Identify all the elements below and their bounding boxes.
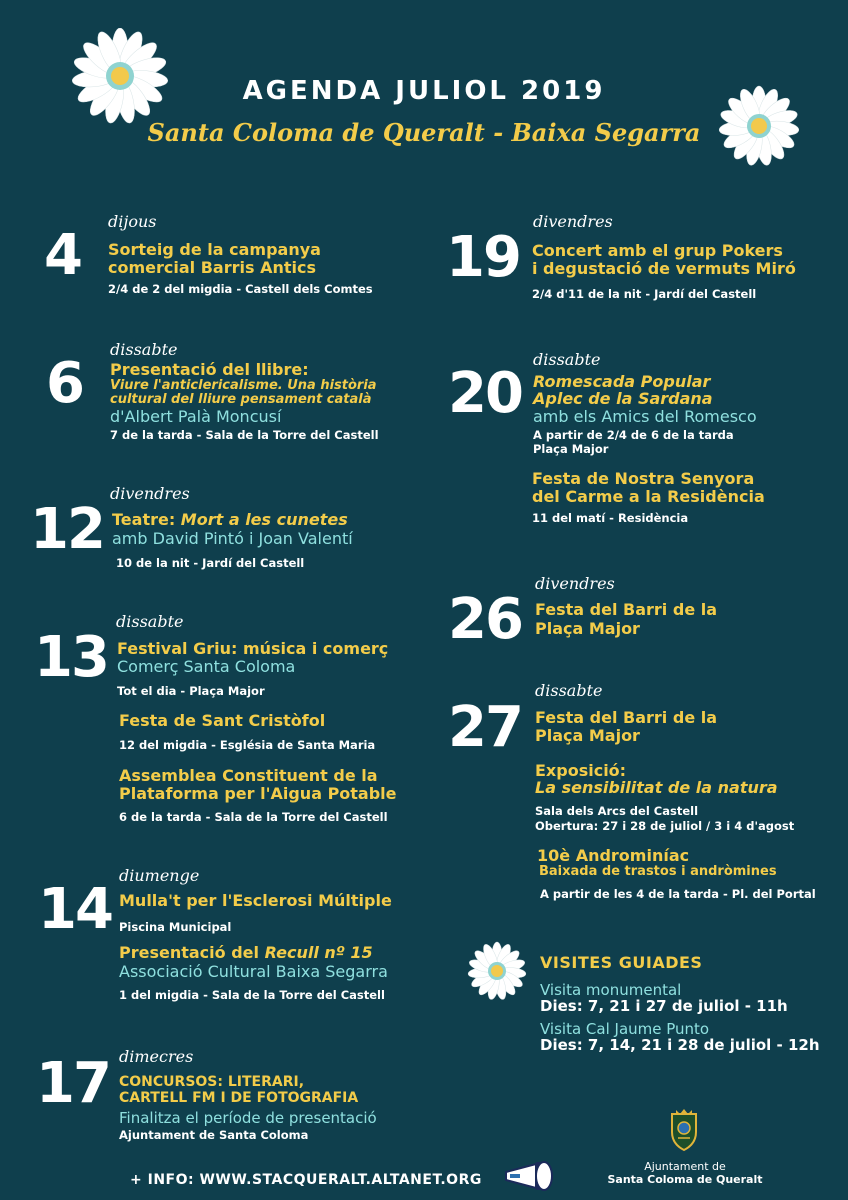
event-note: Finalitza el període de presentació	[119, 1109, 377, 1127]
weekday-label: dissabte	[535, 681, 603, 700]
day-number: 19	[446, 225, 520, 290]
event-title: Concert amb el grup Pokers	[532, 241, 783, 260]
day-number: 13	[34, 625, 108, 690]
event-title: del Carme a la Residència	[532, 487, 765, 506]
event-title: CONCURSOS: LITERARI,	[119, 1074, 305, 1090]
event-title: Festa del Barri de la	[535, 708, 718, 727]
event-title: Plaça Major	[535, 726, 640, 745]
event-place: Residència	[617, 511, 689, 525]
event-title: Sorteig de la campanya	[108, 240, 321, 259]
event-info: 1 del migdia - Sala de la Torre del Castell	[119, 988, 385, 1002]
event-title: CARTELL FM I DE FOTOGRAFIA	[119, 1090, 359, 1106]
event-title: Festa de Nostra Senyora	[532, 469, 755, 488]
event-place: Jardí del Castell	[654, 287, 757, 301]
book-title: Viure l'anticlericalisme. Una història	[110, 378, 377, 393]
ajuntament-label	[600, 1160, 770, 1186]
event-cast: amb David Pintó i Joan Valentí	[112, 529, 353, 548]
event-time: 7 de la tarda	[110, 428, 193, 442]
day-number: 27	[448, 695, 522, 760]
event-organizer: amb els Amics del Romesco	[533, 407, 757, 426]
event-time: 11 del matí	[532, 511, 606, 525]
event-info: 12 del migdia - Església de Santa Maria	[119, 738, 376, 752]
event-title: Plataforma per l'Aigua Potable	[119, 784, 397, 803]
daisy-icon	[466, 940, 528, 1002]
event-title: Assemblea Constituent de la	[119, 766, 378, 785]
event-organizer: Associació Cultural Baixa Segarra	[119, 962, 388, 981]
event-info: Tot el dia - Plaça Major	[117, 684, 265, 698]
event-place: Sala de la Torre del Castell	[205, 428, 379, 442]
event-info: 2/4 d'11 de la nit - Jardí del Castell	[532, 287, 757, 301]
event-title: Festival Griu: música i comerç	[117, 639, 389, 658]
event-info: 11 del matí - Residència	[532, 511, 689, 525]
event-time: A partir de 2/4 de 6 de la tarda	[533, 428, 734, 442]
ajuntament-line: Santa Coloma de Queralt	[607, 1173, 763, 1186]
event-title: Festa de Sant Cristòfol	[119, 711, 326, 730]
weekday-label: dissabte	[116, 612, 184, 631]
day-number: 4	[44, 223, 81, 288]
event-title: Aplec de la Sardana	[533, 389, 713, 408]
day-number: 12	[30, 497, 104, 562]
event-time: 12 del migdia	[119, 738, 208, 752]
event-organizer: Comerç Santa Coloma	[117, 657, 296, 676]
weekday-label: dijous	[108, 212, 157, 231]
event-info: 6 de la tarda - Sala de la Torre del Castell	[119, 810, 388, 824]
event-place: Sala de la Torre del Castell	[214, 810, 388, 824]
event-title: i degustació de vermuts Miró	[532, 259, 796, 278]
book-title: cultural del lliure pensament català	[110, 392, 372, 407]
event-info: 7 de la tarda - Sala de la Torre del Castell	[110, 428, 379, 442]
event-place: Ajuntament de Santa Coloma	[119, 1128, 309, 1142]
weekday-label: divendres	[533, 212, 613, 231]
event-title: Presentació del llibre:	[110, 360, 309, 379]
day-number: 6	[46, 351, 83, 416]
weekday-label: divendres	[110, 484, 190, 503]
weekday-label: dimecres	[119, 1047, 194, 1066]
visit-days: Dies: 7, 21 i 27 de juliol - 11h	[540, 997, 788, 1015]
visit-name: Visita monumental	[540, 981, 682, 999]
visit-name: Visita Cal Jaume Punto	[540, 1020, 710, 1038]
event-place: Jardí del Castell	[202, 556, 305, 570]
ajuntament-line: Ajuntament de	[644, 1160, 726, 1173]
day-number: 17	[36, 1051, 110, 1116]
event-place: Plaça Major	[533, 442, 609, 456]
play-title: Mort a les cunetes	[180, 510, 348, 529]
event-info: A partir de les 4 de la tarda - Pl. del Portal	[540, 887, 816, 901]
day-number: 26	[448, 587, 522, 652]
event-time: A partir de les 4 de la tarda	[540, 887, 719, 901]
exhibition-title: La sensibilitat de la natura	[535, 778, 778, 797]
event-title: Exposició:	[535, 761, 627, 780]
megaphone-icon	[502, 1160, 556, 1192]
event-title-prefix: Teatre:	[112, 510, 181, 529]
event-title	[119, 944, 373, 962]
page-subtitle: Santa Coloma de Queralt - Baixa Segarra	[147, 118, 701, 147]
event-title: 10è Androminíac	[537, 846, 690, 865]
event-info: 2/4 de 2 del migdia - Castell dels Comtes	[108, 282, 373, 296]
visites-title: VISITES GUIADES	[540, 953, 703, 972]
event-time: 1 del migdia	[119, 988, 200, 1002]
event-time: Tot el dia	[117, 684, 177, 698]
visit-days: Dies: 7, 14, 21 i 28 de juliol - 12h	[540, 1036, 820, 1054]
event-hours: Obertura: 27 i 28 de juliol / 3 i 4 d'agost	[535, 819, 795, 833]
event-time: 2/4 d'11 de la nit	[532, 287, 642, 301]
info-link[interactable]: + INFO: WWW.STACQUERALT.ALTANET.ORG	[130, 1172, 482, 1188]
weekday-label: diumenge	[119, 866, 200, 885]
event-time: 6 de la tarda	[119, 810, 202, 824]
event-title: comercial Barris Antics	[108, 258, 316, 277]
publication-title: Recull nº 15	[264, 943, 373, 962]
event-place: Pl. del Portal	[731, 887, 816, 901]
page-title: AGENDA JULIOL 2019	[242, 76, 606, 106]
event-title-prefix: Presentació del	[119, 943, 265, 962]
day-number: 14	[38, 877, 112, 942]
event-place: Castell dels Comtes	[245, 282, 373, 296]
event-title: Mulla't per l'Esclerosi Múltiple	[119, 891, 392, 910]
event-place: Plaça Major	[189, 684, 265, 698]
event-place: Sala dels Arcs del Castell	[535, 804, 699, 818]
event-title	[112, 511, 348, 529]
event-time: 10 de la nit	[116, 556, 190, 570]
event-title: Romescada Popular	[533, 372, 711, 391]
event-subtitle: Baixada de trastos i andròmines	[539, 864, 777, 879]
event-title: Plaça Major	[535, 619, 640, 638]
event-author: d'Albert Palà Moncusí	[110, 407, 282, 426]
weekday-label: dissabte	[110, 340, 178, 359]
weekday-label: dissabte	[533, 350, 601, 369]
event-place: Piscina Municipal	[119, 920, 232, 934]
event-title: Festa del Barri de la	[535, 600, 718, 619]
weekday-label: divendres	[535, 574, 615, 593]
event-time: 2/4 de 2 del migdia	[108, 282, 233, 296]
day-number: 20	[448, 361, 522, 426]
coat-of-arms-icon	[664, 1106, 704, 1152]
event-place: Església de Santa Maria	[219, 738, 376, 752]
event-place: Sala de la Torre del Castell	[211, 988, 385, 1002]
event-info: 10 de la nit - Jardí del Castell	[116, 556, 305, 570]
